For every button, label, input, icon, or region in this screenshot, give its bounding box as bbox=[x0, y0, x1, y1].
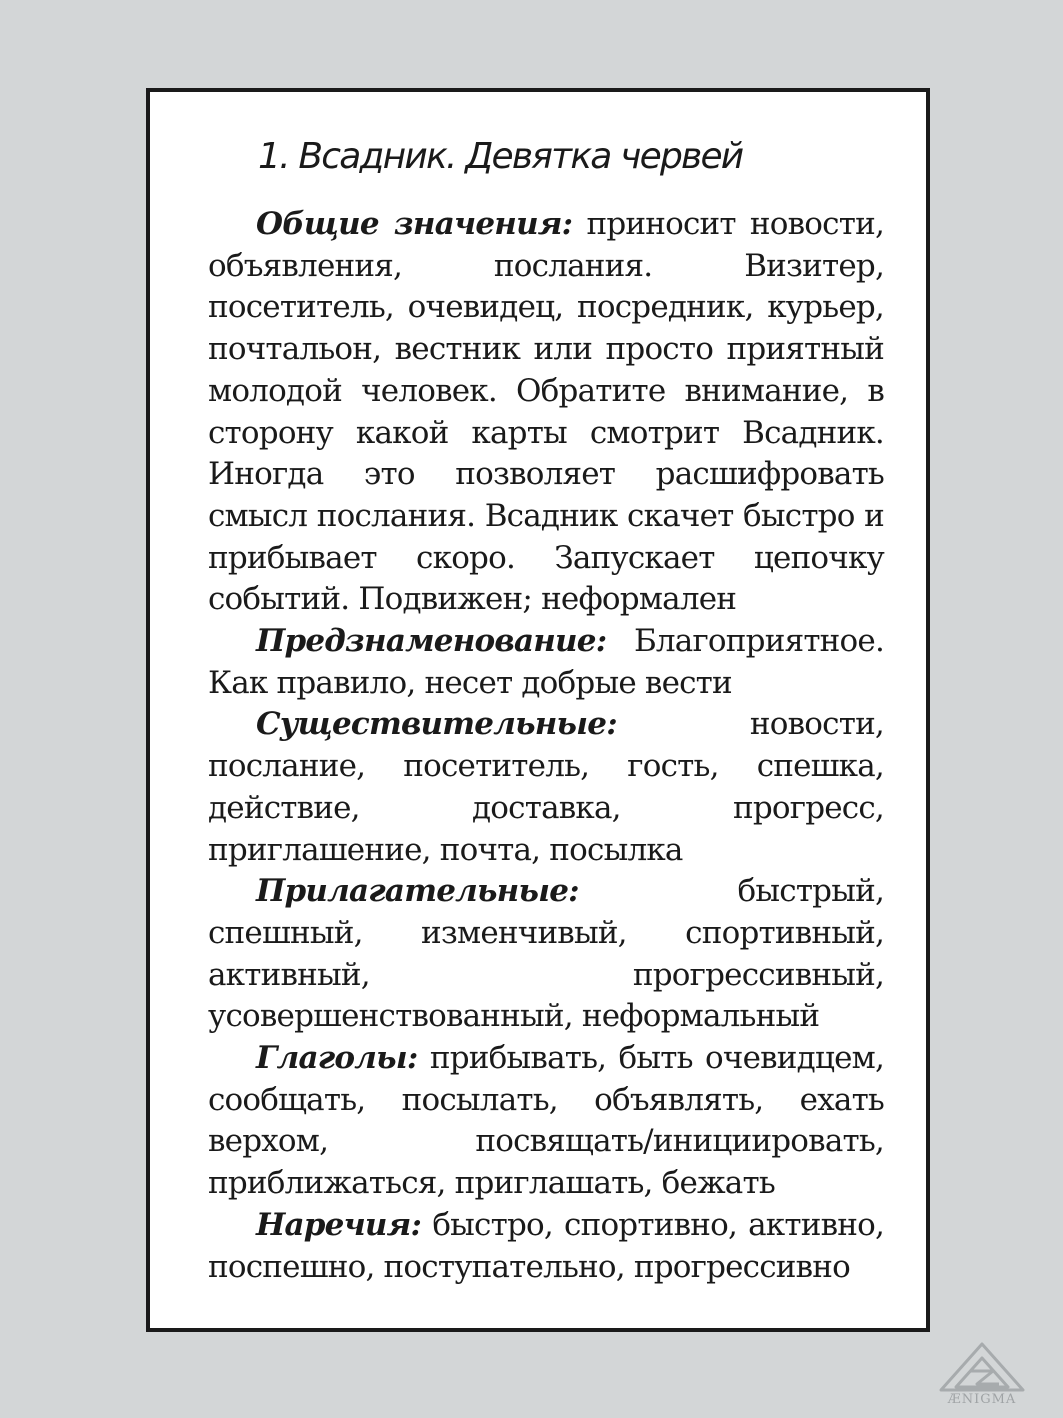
card-title: 1. Всадник. Девятка червей bbox=[258, 136, 743, 177]
section-nouns bbox=[208, 704, 884, 871]
section-text: быстро, спортивно, активно, поспешно, поступательно, прогрессивно bbox=[208, 1206, 884, 1285]
section-text: Благоприятное. Как правило, несет добрые вести bbox=[208, 623, 884, 701]
section-term: Существительные: bbox=[256, 706, 617, 743]
section-omen bbox=[208, 621, 884, 704]
section-adverbs bbox=[208, 1205, 884, 1288]
card-body bbox=[208, 204, 884, 1288]
section-text: быстрый, спешный, изменчивый, спортивный, активный, прогрессивный, усовершенствованный, неформальный bbox=[208, 873, 884, 1035]
section-text: новости, послание, посетитель, гость, спешка, действие, доставка, прогресс, приглашение, почта, посылка bbox=[208, 706, 884, 868]
section-text: прибывать, быть очевидцем, сообщать, посылать, объявлять, ехать верхом, посвящать/инициировать, приближаться, приглашать, бежать bbox=[208, 1040, 884, 1202]
publisher-logo bbox=[933, 1340, 1031, 1410]
section-term: Глаголы: bbox=[256, 1040, 418, 1077]
enigma-triangle-logo-icon bbox=[933, 1340, 1031, 1392]
section-general-meanings bbox=[208, 204, 884, 621]
section-text: приносит новости, объявления, послания. Визитер, посетитель, очевидец, посредник, курьер, почтальон, вестник или просто приятный молодой человек. Обратите внимание, в сторону какой карты смотрит Всадник. Иногда это позволяет расшифровать смысл послания. Всадник скачет быстро и прибывает скоро. Запускает цепочку событий. Подвижен; неформален bbox=[208, 206, 884, 618]
page-card bbox=[146, 88, 930, 1332]
section-term: Общие значения: bbox=[256, 206, 573, 242]
publisher-name: ÆNIGMA bbox=[947, 1392, 1017, 1407]
section-term: Прилагательные: bbox=[256, 873, 579, 910]
section-adjectives bbox=[208, 871, 884, 1038]
section-term: Наречия: bbox=[256, 1206, 422, 1243]
section-term: Предзнаменование: bbox=[256, 623, 607, 660]
section-verbs bbox=[208, 1038, 884, 1205]
